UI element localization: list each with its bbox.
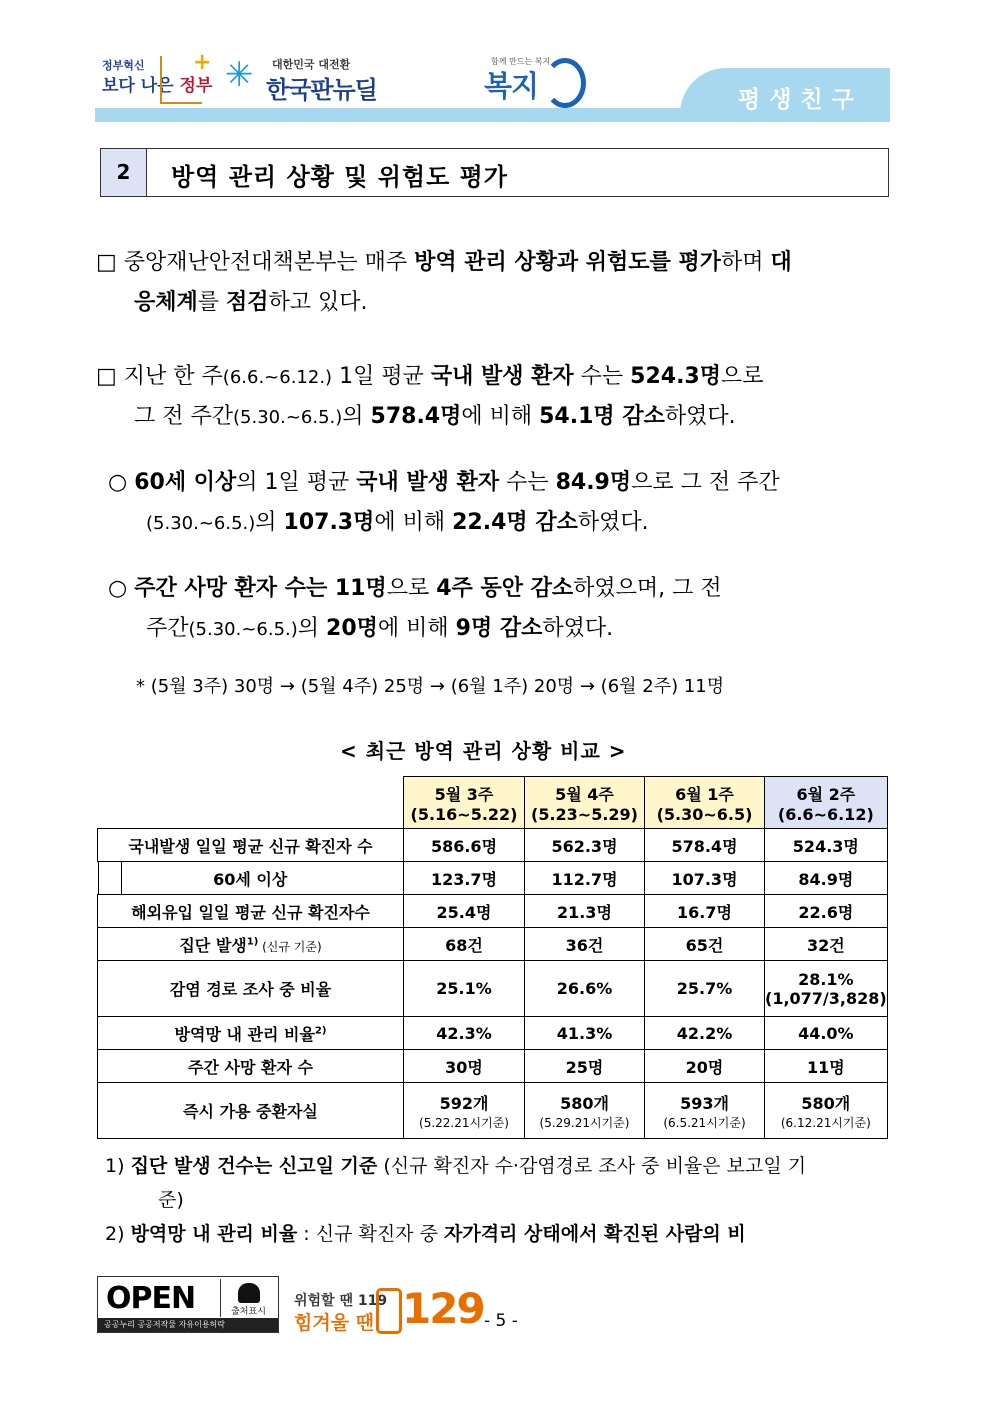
table-cell: 42.2% <box>645 1017 765 1050</box>
section-heading <box>100 148 889 197</box>
paragraph-3: ○ 60세 이상의 1일 평균 국내 발생 환자 수는 84.9명으로 그 전 주간 <box>108 470 780 495</box>
table-cell: 25명 <box>525 1050 645 1083</box>
table-cell: 26.6% <box>525 961 645 1017</box>
welfare-arc-icon <box>544 58 586 108</box>
table-cell: 25.7% <box>645 961 765 1017</box>
paragraph-1: □ 중앙재난안전대책본부는 매주 방역 관리 상황과 위험도를 평가하며 대 <box>96 250 792 275</box>
table-row <box>98 1050 888 1083</box>
hotline-main-text: 힘겨울 땐 <box>294 1312 375 1334</box>
table-cell: 65건 <box>645 928 765 961</box>
row-label: 집단 발생$^{1)}$ (신규 기준) <box>98 928 404 961</box>
welfare-logo-main: 복지 <box>484 69 539 103</box>
paragraph-1-line-2: 응체계를 점검하고 있다. <box>134 290 368 315</box>
table-cell: 578.4명 <box>645 829 765 862</box>
table-cell: 593개 (6.5.21시기준) <box>645 1083 765 1139</box>
row-label: 주간 사망 환자 수 <box>98 1050 404 1083</box>
table-cell: 68건 <box>404 928 525 961</box>
section-number: 2 <box>101 149 147 196</box>
death-trend-note: * (5월 3주) 30명 → (5월 4주) 25명 → (6월 1주) 20명 → (6월 2주) 11명 <box>136 676 725 697</box>
welfare-logo-small: 함께 만드는 복지 <box>491 57 551 66</box>
table-cell: 84.9명 <box>765 862 888 895</box>
table-row <box>98 1017 888 1050</box>
row-label: 해외유입 일일 평균 신규 확진자수 <box>98 895 404 928</box>
table-cell: 112.7명 <box>525 862 645 895</box>
table-cell: 20명 <box>645 1050 765 1083</box>
col-header: 6월 1주 (5.30~6.5) <box>645 777 765 829</box>
hotline-small-text: 위험할 땐 119 <box>294 1293 388 1309</box>
paragraph-2-line-2: 그 전 주간(5.30.~6.5.)의 578.4명에 비해 54.1명 감소하였다. <box>134 404 736 429</box>
paragraph-4: ○ 주간 사망 환자 수는 11명으로 4주 동안 감소하였으며, 그 전 <box>108 576 722 601</box>
table-caption: < 최근 방역 관리 상황 비교 > <box>340 739 627 763</box>
table-cell: 32건 <box>765 928 888 961</box>
table-row <box>98 862 888 895</box>
table-cell: 28.1% (1,077/3,828) <box>765 961 888 1017</box>
table-row <box>98 1083 888 1139</box>
row-label: 60세 이상 <box>98 862 404 895</box>
col-header: 5월 4주 (5.23~5.29) <box>525 777 645 829</box>
section-title: 방역 관리 상황 및 위험도 평가 <box>171 163 508 191</box>
phone-icon <box>376 1288 402 1334</box>
table-cell: 592개 (5.22.21시기준) <box>404 1083 525 1139</box>
paragraph-2: □ 지난 한 주(6.6.~6.12.) 1일 평균 국내 발생 환자 수는 524.3명으로 <box>96 364 764 389</box>
gov-innovation-logo-small: 정부혁신 <box>102 59 145 72</box>
table-cell: 42.3% <box>404 1017 525 1050</box>
col-header: 5월 3주 (5.16~5.22) <box>404 777 525 829</box>
table-cell: 36건 <box>525 928 645 961</box>
footnote-1-line-2: 준) <box>158 1189 184 1211</box>
row-label: 즉시 가용 중환자실 <box>98 1083 404 1139</box>
table-cell: 41.3% <box>525 1017 645 1050</box>
table-row <box>98 928 888 961</box>
new-deal-star-icon: ✳ <box>225 55 254 95</box>
new-deal-logo-main: 한국판뉴딜 <box>266 76 377 104</box>
table-cell: 30명 <box>404 1050 525 1083</box>
col-header-current: 6월 2주 (6.6~6.12) <box>765 777 888 829</box>
paragraph-3-line-2: (5.30.~6.5.)의 107.3명에 비해 22.4명 감소하였다. <box>146 510 649 535</box>
table-cell: 107.3명 <box>645 862 765 895</box>
table-cell: 16.7명 <box>645 895 765 928</box>
table-row <box>98 961 888 1017</box>
table-row <box>98 829 888 862</box>
footnote-1: 1) 집단 발생 건수는 신고일 기준 (신규 확진자 수·감염경로 조사 중 비율은 보고일 기 <box>105 1155 807 1177</box>
header-blank <box>98 777 404 829</box>
paragraph-4-line-2: 주간(5.30.~6.5.)의 20명에 비해 9명 감소하였다. <box>146 616 614 641</box>
table-cell: 562.3명 <box>525 829 645 862</box>
table-cell: 11명 <box>765 1050 888 1083</box>
gov-innovation-logo-main: 보다 나은 정부 <box>102 76 213 96</box>
table-cell: 586.6명 <box>404 829 525 862</box>
table-cell: 22.6명 <box>765 895 888 928</box>
table-cell: 44.0% <box>765 1017 888 1050</box>
attribution-icon: 출처표시 <box>220 1279 276 1317</box>
page-number: - 5 - <box>484 1311 518 1331</box>
table-cell: 580개 (5.29.21시기준) <box>525 1083 645 1139</box>
table-cell: 25.1% <box>404 961 525 1017</box>
hotline-number: 129 <box>402 1284 484 1333</box>
new-deal-logo-small: 대한민국 대전환 <box>272 58 351 71</box>
table-cell: 25.4명 <box>404 895 525 928</box>
table-header-row <box>98 777 888 829</box>
table-row <box>98 895 888 928</box>
row-label: 감염 경로 조사 중 비율 <box>98 961 404 1017</box>
table-cell: 580개 (6.12.21시기준) <box>765 1083 888 1139</box>
table-cell: 123.7명 <box>404 862 525 895</box>
open-license-badge: OPEN 출처표시 공공누리 공공저작물 자유이용허락 <box>97 1276 279 1333</box>
footnote-2: 2) 방역망 내 관리 비율 : 신규 확진자 중 자가격리 상태에서 확진된 사람의 비 <box>105 1223 746 1245</box>
row-label: 국내발생 일일 평균 신규 확진자 수 <box>98 829 404 862</box>
comparison-table <box>97 776 888 1139</box>
table-cell: 21.3명 <box>525 895 645 928</box>
plus-icon: + <box>193 50 212 75</box>
table-cell: 524.3명 <box>765 829 888 862</box>
row-label: 방역망 내 관리 비율$^{2)}$ <box>98 1017 404 1050</box>
header-tab: 평생친구 <box>680 68 890 122</box>
